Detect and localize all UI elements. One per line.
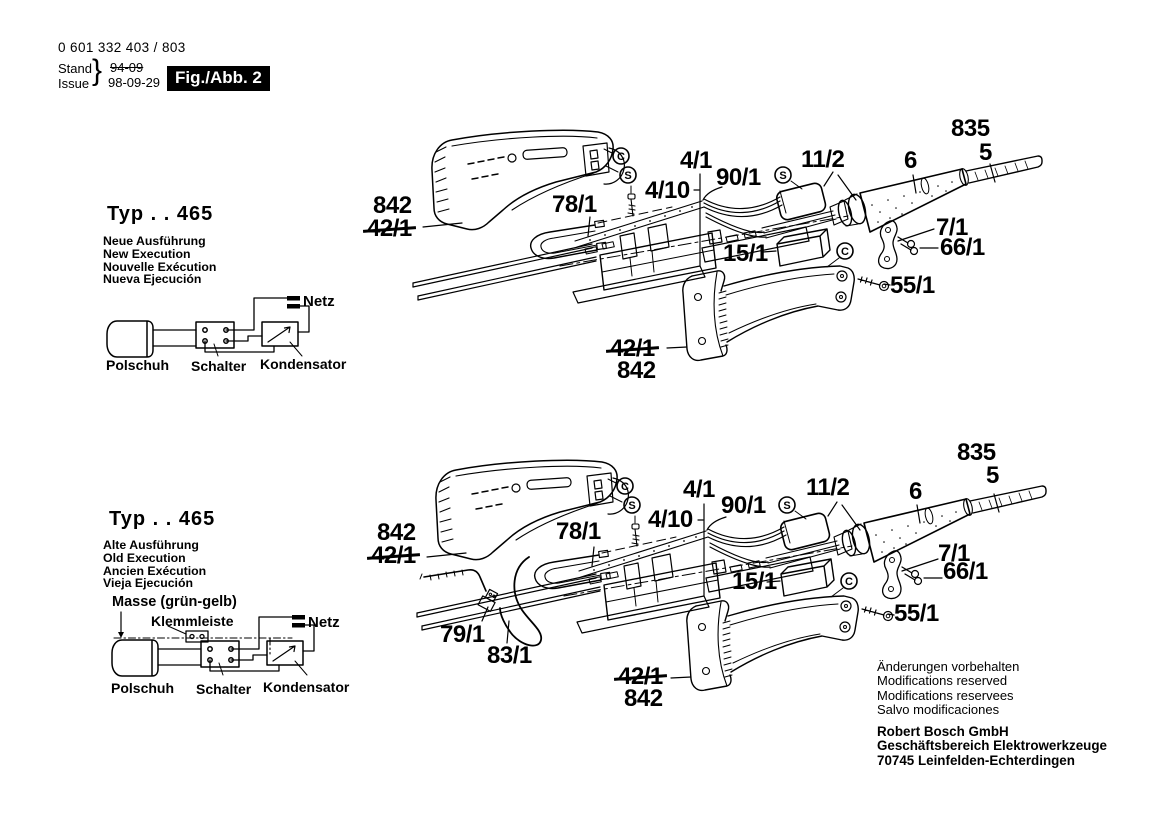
part-label-42-1-struck: 42/1	[371, 542, 416, 569]
typ-label-old: Typ . . 465	[109, 508, 216, 530]
kondensator-label-old: Kondensator	[263, 679, 350, 695]
part-label-78-1: 78/1	[552, 191, 597, 218]
note-line: Änderungen vorbehalten	[877, 659, 1020, 674]
part-label-5: 5	[979, 139, 992, 166]
company-line: Geschäftsbereich Elektrowerkzeuge	[877, 738, 1107, 754]
netz-label-old: Netz	[308, 614, 340, 631]
wiring-schematic	[107, 296, 309, 357]
figure-label: Fig./Abb. 2	[167, 66, 270, 91]
circled-c-handle: C	[617, 151, 625, 163]
part-label-66-1: 66/1	[940, 234, 985, 261]
modification-notes	[877, 660, 1019, 718]
execution-line: Alte Ausführung	[103, 538, 199, 552]
execution-line: Nueva Ejecución	[103, 272, 202, 287]
company-block	[877, 725, 1107, 768]
part-label-78-1: 78/1	[556, 518, 601, 545]
execution-block-old	[103, 539, 206, 590]
part-label-11-2: 11/2	[806, 474, 850, 501]
company-line: Robert Bosch GmbH	[877, 724, 1009, 739]
issue-value: 98-09-29	[108, 75, 161, 90]
part-label-42-1-struck: 42/1	[618, 663, 663, 690]
part-label-66-1: 66/1	[943, 558, 988, 585]
issue-label: Issue	[58, 76, 90, 91]
part-label-7-1: 7/1	[936, 214, 968, 241]
netz-label-new: Netz	[303, 293, 335, 310]
part-label-42-1-struck: 42/1	[367, 215, 412, 242]
execution-line: Ancien Exécution	[103, 563, 207, 578]
note-line: Salvo modificaciones	[877, 702, 1000, 718]
stand-value: 94-09	[110, 60, 144, 75]
part-label-6: 6	[904, 147, 917, 174]
part-label-15-1: 15/1	[723, 240, 768, 267]
part-label-90-1: 90/1	[716, 164, 761, 191]
polschuh-label-old: Polschuh	[111, 680, 175, 696]
execution-block-new	[103, 235, 216, 286]
part-label-4-1: 4/1	[683, 476, 715, 503]
execution-line: Neue Ausführung	[103, 234, 206, 248]
company-line: 70745 Leinfelden-Echterdingen	[877, 752, 1075, 768]
execution-line: Old Execution	[103, 550, 186, 565]
part-label-4-10: 4/10	[645, 177, 690, 204]
part-label-5: 5	[986, 462, 999, 489]
part-label-4-1: 4/1	[680, 147, 712, 174]
klemmleiste-label: Klemmleiste	[151, 613, 234, 629]
execution-line: Vieja Ejecución	[103, 576, 193, 591]
part-label-15-1: 15/1	[732, 568, 777, 595]
part-label-842: 842	[624, 685, 663, 712]
part-label-83-1: 83/1	[487, 642, 532, 669]
masse-label: Masse (grün-gelb)	[112, 594, 237, 610]
part-label-90-1: 90/1	[721, 492, 766, 519]
schalter-label-new: Schalter	[191, 358, 247, 374]
stand-label: Stand	[58, 61, 92, 76]
part-label-7-1: 7/1	[938, 540, 970, 567]
note-line: Modifications reservees	[877, 687, 1014, 703]
schalter-label-old: Schalter	[196, 681, 252, 697]
cable-speckle	[589, 206, 693, 241]
execution-line: Nouvelle Exécution	[103, 259, 217, 274]
kondensator-label-new: Kondensator	[260, 356, 347, 372]
header-brace: }	[92, 54, 103, 87]
part-label-11-2: 11/2	[801, 146, 845, 173]
part-label-79-1: 79/1	[440, 621, 485, 648]
note-line: Modifications reserved	[877, 673, 1008, 689]
part-label-842: 842	[377, 519, 416, 546]
part-label-42-1-struck: 42/1	[610, 335, 655, 362]
part-label-842: 842	[373, 192, 412, 219]
circled-s-capacitor: S	[779, 170, 787, 182]
part-label-842: 842	[617, 357, 656, 384]
part-label-835: 835	[957, 439, 996, 466]
circled-c-brushbox: C	[841, 246, 849, 258]
part-label-55-1: 55/1	[890, 272, 935, 299]
part-label-6: 6	[909, 478, 922, 505]
typ-label-new: Typ . . 465	[107, 203, 214, 225]
leader-lines	[423, 164, 995, 348]
part-label-4-10: 4/10	[648, 506, 693, 533]
circled-s-handle: S	[624, 170, 632, 182]
execution-line: New Execution	[103, 246, 191, 261]
part-label-55-1: 55/1	[894, 600, 939, 627]
part-label-835: 835	[951, 115, 990, 142]
order-number: 0 601 332 403 / 803	[58, 40, 186, 55]
polschuh-label-new: Polschuh	[106, 357, 170, 373]
